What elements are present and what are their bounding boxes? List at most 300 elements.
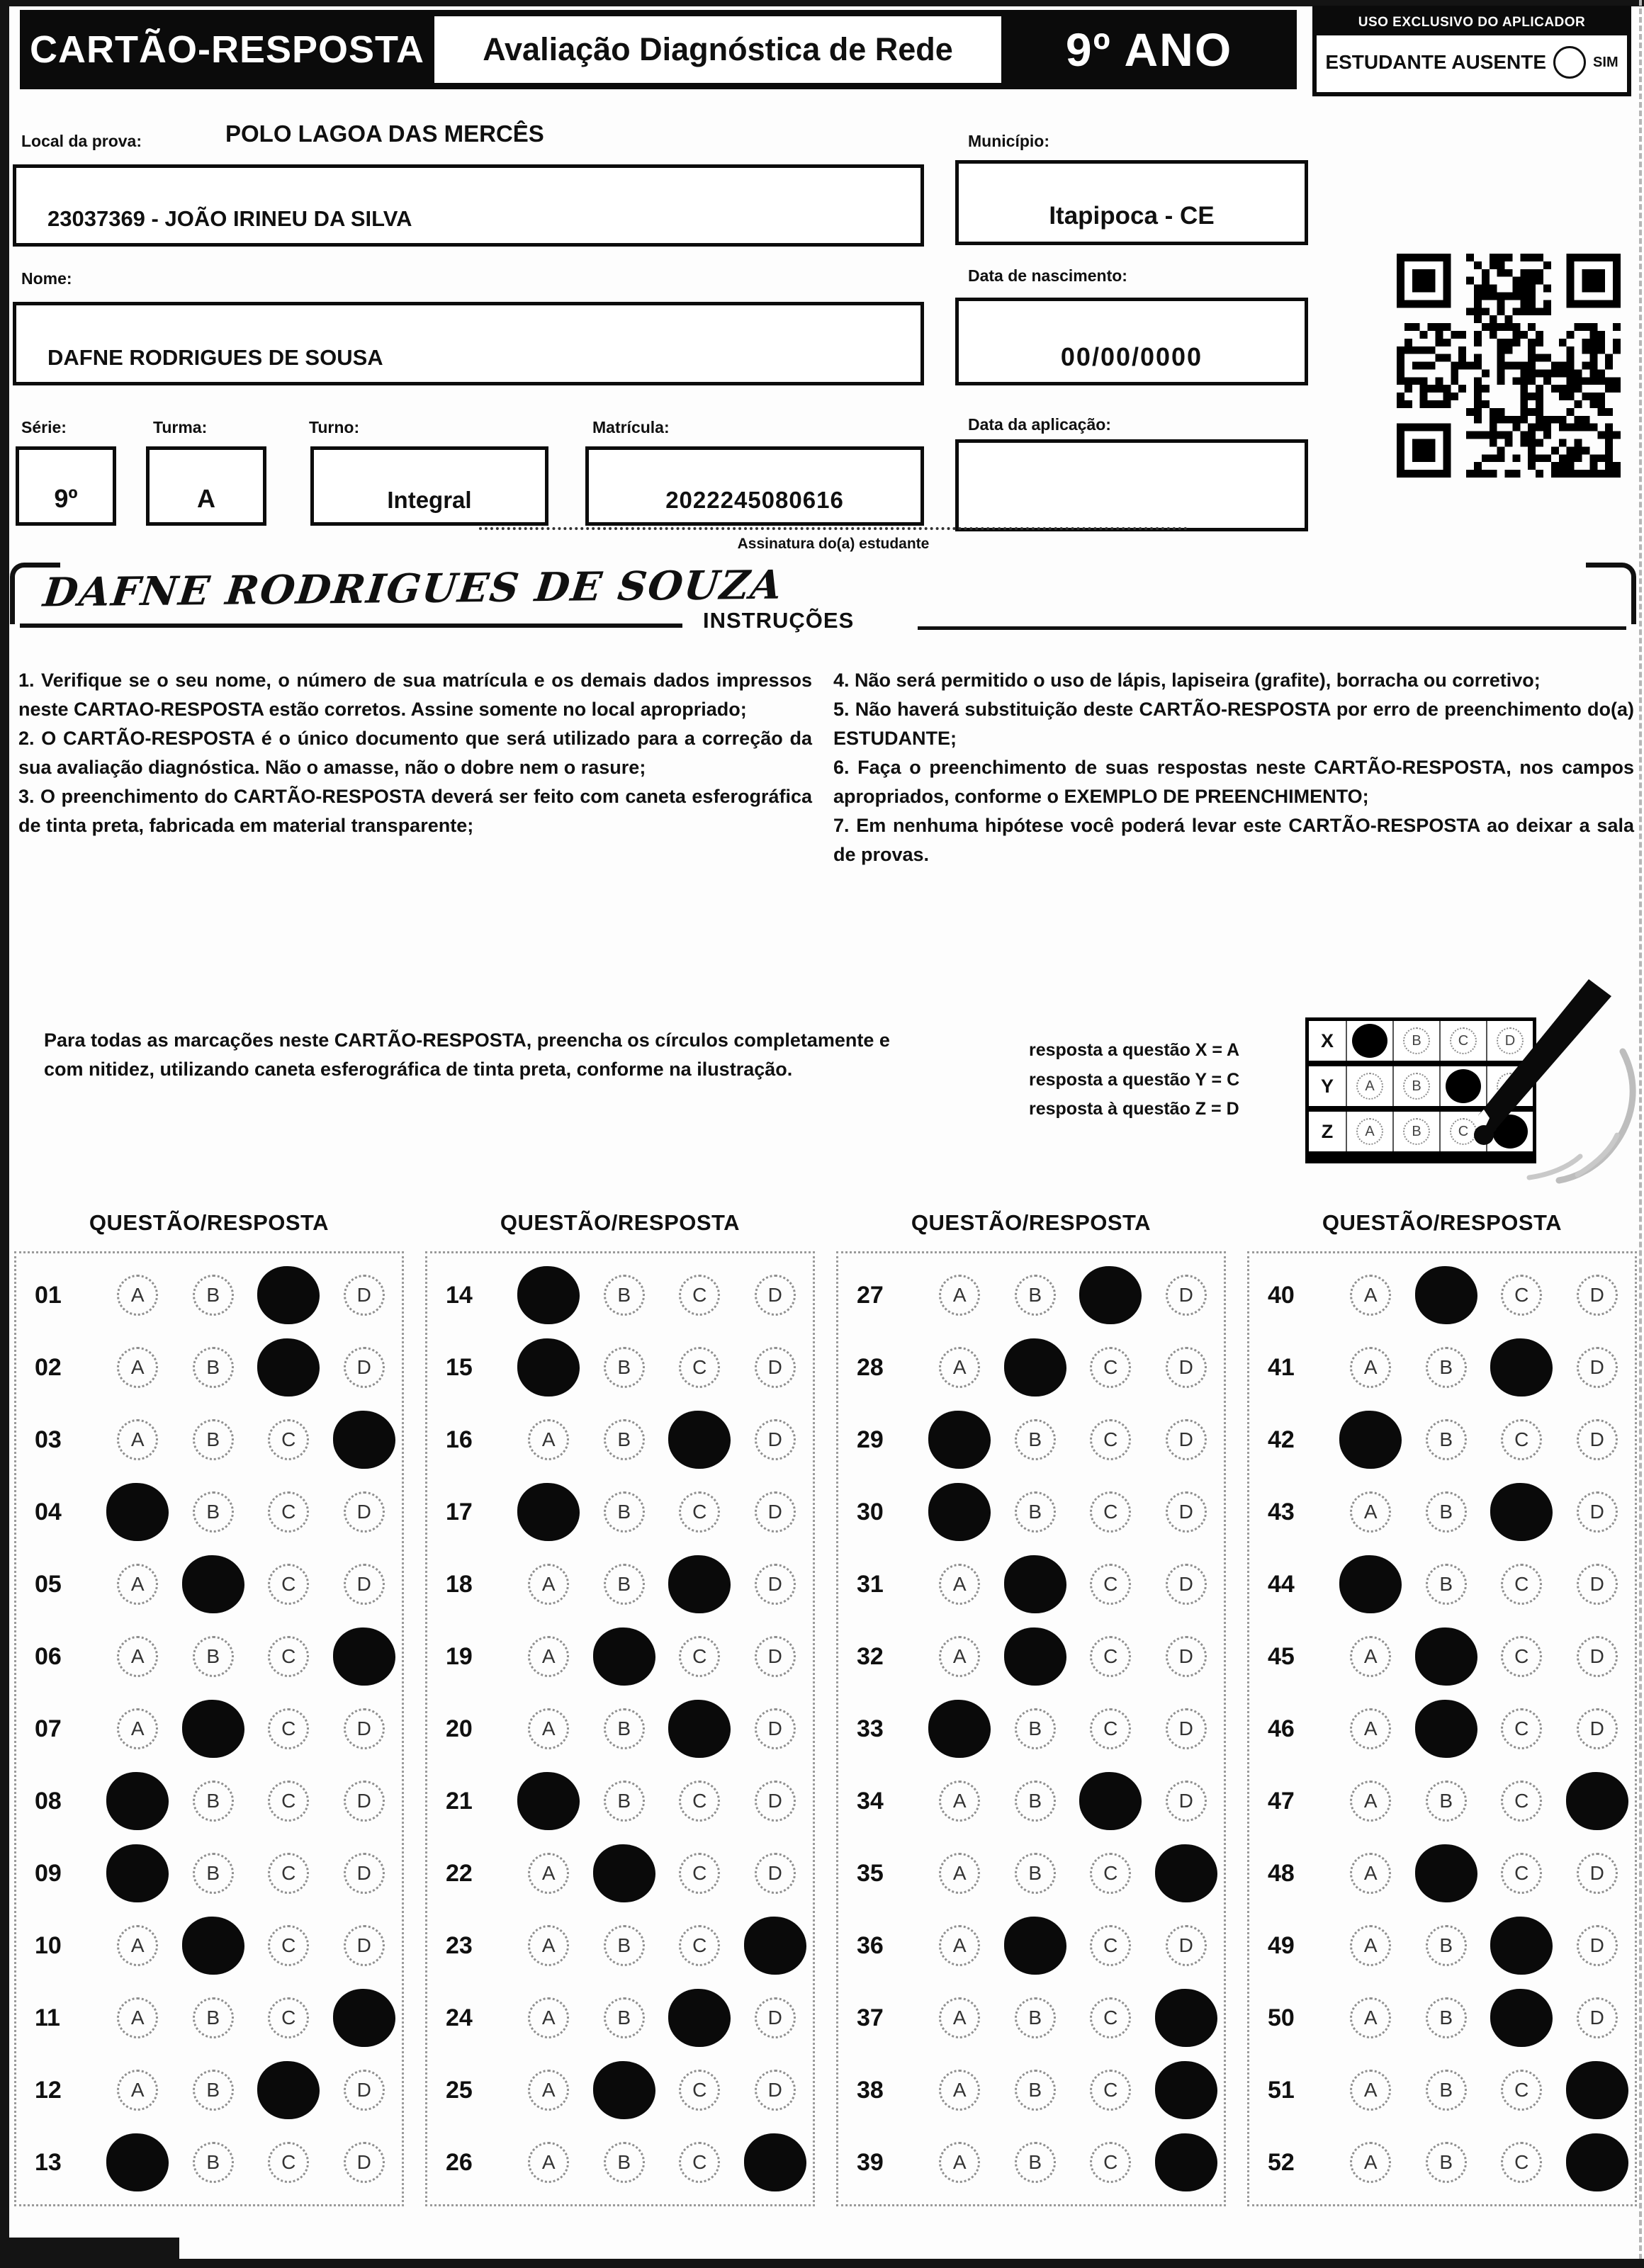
bubble-C[interactable]: C — [679, 1781, 720, 1822]
bubble-B[interactable]: B — [193, 2070, 234, 2111]
option-cell — [251, 1997, 327, 2038]
option-cell — [1484, 1338, 1560, 1397]
bubble-A[interactable]: A — [939, 1853, 980, 1894]
bubble-D[interactable]: D — [344, 1491, 385, 1533]
bubble-D[interactable]: D — [1577, 1419, 1618, 1460]
bubble-B-filled[interactable] — [1004, 1338, 1066, 1397]
option-cell — [1409, 1781, 1485, 1822]
bubble-D[interactable]: D — [344, 1781, 385, 1822]
option-cell — [662, 1555, 738, 1613]
bubble-B[interactable]: B — [193, 1275, 234, 1316]
bubble-C-filled[interactable] — [257, 1338, 320, 1397]
bubble-C[interactable]: C — [268, 1708, 309, 1749]
bubble-C[interactable]: C — [268, 1564, 309, 1605]
bubble-A[interactable]: A — [939, 1781, 980, 1822]
bubble-A[interactable]: A — [939, 1925, 980, 1966]
bubble-C-filled[interactable] — [257, 1266, 320, 1324]
bubble-B[interactable]: B — [604, 1419, 645, 1460]
bubble-D-filled[interactable] — [744, 1917, 806, 1975]
question-number: 25 — [446, 2076, 473, 2104]
option-cell — [100, 1275, 176, 1316]
option-cell — [511, 1266, 587, 1324]
option-cell — [587, 1347, 663, 1388]
bubble-C[interactable]: C — [679, 1347, 720, 1388]
bubble-B[interactable]: B — [1015, 2142, 1056, 2183]
answer-row — [1249, 2054, 1635, 2126]
answer-row — [1249, 1837, 1635, 1909]
option-cell — [1484, 1564, 1560, 1605]
bubble-A[interactable]: A — [117, 1925, 158, 1966]
bubble-A[interactable]: A — [1350, 1491, 1391, 1533]
bubble-C[interactable]: C — [1090, 1564, 1131, 1605]
option-cell — [176, 1781, 252, 1822]
instruction-item: 5. Não haverá substituição deste CARTÃO-RESPOSTA por erro de preenchimento do(a) ESTUDANTE; — [833, 699, 1634, 750]
bubble-B[interactable]: B — [1015, 1853, 1056, 1894]
bubble-C[interactable]: C — [268, 1419, 309, 1460]
answer-row — [16, 1620, 402, 1693]
option-cell — [1149, 1781, 1224, 1822]
bubble-C[interactable]: C — [268, 2142, 309, 2183]
bubble-D[interactable]: D — [1577, 1997, 1618, 2038]
bubble-D-filled[interactable] — [333, 1989, 395, 2047]
bubble-A[interactable]: A — [939, 1275, 980, 1316]
bubble-C[interactable]: C — [679, 1636, 720, 1677]
bubble-B[interactable]: B — [193, 1419, 234, 1460]
bubble-A[interactable]: A — [117, 1347, 158, 1388]
bubble-D-filled[interactable] — [1155, 2133, 1217, 2191]
bubble-C[interactable]: C — [1090, 1419, 1131, 1460]
bubble-B[interactable]: B — [1426, 1491, 1467, 1533]
option-cell — [1484, 1483, 1560, 1541]
student-absent-bubble[interactable] — [1553, 46, 1586, 79]
bubble-B-filled[interactable] — [182, 1917, 244, 1975]
bubble-D[interactable]: D — [1166, 1925, 1207, 1966]
bubble-B[interactable]: B — [1426, 1781, 1467, 1822]
bubble-A[interactable]: A — [1350, 2070, 1391, 2111]
bubble-D[interactable]: D — [344, 1853, 385, 1894]
bubble-B[interactable]: B — [193, 1491, 234, 1533]
bubble-A[interactable]: A — [1350, 1997, 1391, 2038]
bubble-D[interactable]: D — [1577, 1564, 1618, 1605]
bubble-A[interactable]: A — [117, 1708, 158, 1749]
option-cell — [251, 1925, 327, 1966]
bubble-B[interactable]: B — [604, 1491, 645, 1533]
bubble-D[interactable]: D — [755, 1347, 796, 1388]
bubble-C[interactable]: C — [679, 1491, 720, 1533]
bubble-C[interactable]: C — [268, 1781, 309, 1822]
bubble-A[interactable]: A — [939, 1997, 980, 2038]
bubble-A[interactable]: A — [528, 1708, 569, 1749]
bubble-C[interactable]: C — [1090, 1853, 1131, 1894]
option-cell — [1073, 1708, 1149, 1749]
option-cell — [738, 1419, 813, 1460]
option-cell — [327, 1275, 402, 1316]
nome-value: DAFNE RODRIGUES DE SOUSA — [47, 345, 383, 370]
option-cell — [176, 1347, 252, 1388]
hand-with-pen-illustration — [1410, 968, 1644, 1187]
bubble-C[interactable]: C — [1090, 2142, 1131, 2183]
bubble-B[interactable]: B — [1426, 1997, 1467, 2038]
instructions-title-rule — [918, 626, 1626, 630]
bubble-D[interactable]: D — [1577, 1853, 1618, 1894]
bubble-D-filled[interactable] — [1155, 1844, 1217, 1902]
bubble-A[interactable]: A — [1350, 1636, 1391, 1677]
bubble-D[interactable]: D — [755, 1853, 796, 1894]
option-cell — [1560, 1853, 1635, 1894]
bubble-D[interactable]: D — [1166, 1636, 1207, 1677]
bubble-D[interactable]: D — [1577, 1491, 1618, 1533]
bubble-A[interactable]: A — [1350, 1781, 1391, 1822]
bubble-C[interactable]: C — [1501, 2070, 1542, 2111]
bubble-C-filled[interactable] — [668, 1411, 731, 1469]
option-cell — [1149, 1989, 1224, 2047]
bubble-C-filled[interactable] — [257, 2061, 320, 2119]
option-cell — [662, 1347, 738, 1388]
bubble-A-filled[interactable] — [928, 1411, 991, 1469]
bubble-D[interactable]: D — [755, 1491, 796, 1533]
bubble-C[interactable]: C — [1090, 1636, 1131, 1677]
bubble-D-filled[interactable] — [1566, 1772, 1628, 1830]
bubble-B[interactable]: B — [604, 1564, 645, 1605]
option-cell — [998, 1781, 1074, 1822]
bubble-C-filled[interactable] — [1490, 1483, 1553, 1541]
bubble-D[interactable]: D — [344, 1564, 385, 1605]
bubble-A[interactable]: A — [528, 1636, 569, 1677]
bubble-A-filled[interactable] — [517, 1483, 580, 1541]
bubble-A[interactable]: A — [528, 2070, 569, 2111]
bubble-D[interactable]: D — [755, 1275, 796, 1316]
bubble-A[interactable]: A — [1350, 1708, 1391, 1749]
answer-row — [16, 1909, 402, 1982]
bubble-A[interactable]: A — [939, 1636, 980, 1677]
option-cell — [511, 1483, 587, 1541]
option-cell — [1149, 2061, 1224, 2119]
bubble-A[interactable]: A — [528, 2142, 569, 2183]
question-number: 27 — [857, 1281, 884, 1309]
bubble-B-filled[interactable] — [182, 1555, 244, 1613]
question-number: 50 — [1268, 2004, 1295, 2031]
bubble-B-filled[interactable] — [1004, 1917, 1066, 1975]
option-cell — [587, 2061, 663, 2119]
bubble-D[interactable]: D — [1577, 1925, 1618, 1966]
bubble-C[interactable]: C — [1501, 1781, 1542, 1822]
bubble-D-filled[interactable] — [1566, 2133, 1628, 2191]
option-cell — [1484, 1636, 1560, 1677]
bubble-C[interactable]: C — [1501, 1419, 1542, 1460]
bubble-A-filled[interactable] — [106, 2133, 169, 2191]
bubble-C[interactable]: C — [679, 1925, 720, 1966]
bubble-A[interactable]: A — [939, 2070, 980, 2111]
bubble-A[interactable]: A — [117, 1997, 158, 2038]
bubble-C[interactable]: C — [1501, 1853, 1542, 1894]
bubble-B[interactable]: B — [1426, 2070, 1467, 2111]
option-cell — [998, 2070, 1074, 2111]
bubble-A[interactable]: A — [117, 1419, 158, 1460]
option-cell — [1073, 2142, 1149, 2183]
signature-area-corner-right — [1586, 563, 1636, 624]
bubble-C[interactable]: C — [679, 1853, 720, 1894]
bubble-B-filled[interactable] — [593, 2061, 655, 2119]
bubble-B[interactable]: B — [1426, 1419, 1467, 1460]
bubble-D[interactable]: D — [1577, 1636, 1618, 1677]
option-cell — [1149, 2133, 1224, 2191]
bubble-D[interactable]: D — [1166, 1491, 1207, 1533]
bubble-C[interactable]: C — [1090, 1708, 1131, 1749]
option-cell — [1409, 1419, 1485, 1460]
option-cell — [1073, 1636, 1149, 1677]
bubble-D[interactable]: D — [1166, 1708, 1207, 1749]
school-box — [13, 164, 924, 247]
option-cell — [738, 1997, 813, 2038]
bubble-A[interactable]: A — [528, 1925, 569, 1966]
bubble-A[interactable]: A — [528, 1419, 569, 1460]
answer-row — [838, 1476, 1224, 1548]
bubble-C[interactable]: C — [1501, 1564, 1542, 1605]
bubble-A[interactable]: A — [939, 1564, 980, 1605]
option-cell — [1073, 1997, 1149, 2038]
bubble-D-filled[interactable] — [1155, 1989, 1217, 2047]
bubble-B[interactable]: B — [193, 1997, 234, 2038]
bubble-A-filled[interactable] — [1339, 1555, 1402, 1613]
bubble-B[interactable]: B — [1426, 2142, 1467, 2183]
bubble-B[interactable]: B — [604, 1708, 645, 1749]
answer-row — [838, 1548, 1224, 1620]
bubble-D-filled[interactable] — [333, 1411, 395, 1469]
bubble-B[interactable]: B — [1426, 1564, 1467, 1605]
bubble-D-filled[interactable] — [1155, 2061, 1217, 2119]
bubble-A[interactable]: A — [1350, 1925, 1391, 1966]
bubble-B[interactable]: B — [1015, 1419, 1056, 1460]
bubble-B[interactable]: B — [604, 1275, 645, 1316]
bubble-D[interactable]: D — [344, 2070, 385, 2111]
option-cell — [1333, 1708, 1409, 1749]
bubble-A-filled[interactable] — [928, 1700, 991, 1758]
bubble-A-filled[interactable] — [106, 1483, 169, 1541]
bubble-C-filled[interactable] — [1490, 1989, 1553, 2047]
bubble-B[interactable]: B — [1015, 2070, 1056, 2111]
bubble-B-filled[interactable] — [1415, 1627, 1477, 1686]
bubble-D[interactable]: D — [755, 1997, 796, 2038]
bubble-C[interactable]: C — [1501, 1275, 1542, 1316]
bubble-B[interactable]: B — [193, 1781, 234, 1822]
turno-label: Turno: — [309, 418, 360, 436]
option-cell — [511, 1419, 587, 1460]
option-cell — [922, 1411, 998, 1469]
data-aplicacao-box[interactable] — [955, 439, 1308, 531]
example-key-line: resposta a questão Y = C — [1029, 1069, 1240, 1090]
bubble-C[interactable]: C — [1090, 2070, 1131, 2111]
bubble-C[interactable]: C — [1501, 2142, 1542, 2183]
bubble-D[interactable]: D — [755, 2070, 796, 2111]
bubble-C[interactable]: C — [1501, 1708, 1542, 1749]
bubble-B[interactable]: B — [193, 1347, 234, 1388]
bubble-A-filled[interactable] — [517, 1772, 580, 1830]
bubble-D[interactable]: D — [1166, 1564, 1207, 1605]
bubble-A-filled[interactable] — [106, 1844, 169, 1902]
option-cell — [1073, 2070, 1149, 2111]
bubble-B-filled[interactable] — [1004, 1627, 1066, 1686]
bubble-A[interactable]: A — [528, 1853, 569, 1894]
example-question-label: Z — [1321, 1120, 1334, 1142]
bubble-A[interactable]: A — [117, 2070, 158, 2111]
bubble-C[interactable]: C — [1090, 1997, 1131, 2038]
option-cell — [100, 1844, 176, 1902]
option-cell — [1073, 1491, 1149, 1533]
bubble-A[interactable]: A — [117, 1564, 158, 1605]
answer-row — [427, 1765, 813, 1837]
question-number: 05 — [35, 1570, 62, 1598]
bubble-A[interactable]: A — [1350, 1347, 1391, 1388]
bubble-D[interactable]: D — [344, 2142, 385, 2183]
bubble-C-filled[interactable] — [668, 1555, 731, 1613]
bubble-D[interactable]: D — [344, 1275, 385, 1316]
bubble-B-filled[interactable] — [593, 1844, 655, 1902]
bubble-B-filled[interactable] — [182, 1700, 244, 1758]
bubble-D[interactable]: D — [755, 1419, 796, 1460]
bubble-B-filled[interactable] — [1415, 1266, 1477, 1324]
bubble-A[interactable]: A — [939, 2142, 980, 2183]
bubble-B[interactable]: B — [1015, 1708, 1056, 1749]
bubble-D[interactable]: D — [1166, 1275, 1207, 1316]
bubble-A-filled[interactable] — [1339, 1411, 1402, 1469]
bubble-A-filled[interactable] — [106, 1772, 169, 1830]
bubble-B[interactable]: B — [604, 1347, 645, 1388]
option-cell — [100, 1772, 176, 1830]
bubble-D[interactable]: D — [344, 1708, 385, 1749]
bubble-B[interactable]: B — [1015, 1997, 1056, 2038]
bubble-D[interactable]: D — [1577, 1275, 1618, 1316]
bubble-A[interactable]: A — [939, 1347, 980, 1388]
turma-value: A — [197, 484, 215, 513]
bubble-D[interactable]: D — [755, 1636, 796, 1677]
bubble-A-filled[interactable] — [928, 1483, 991, 1541]
option-cell — [511, 1708, 587, 1749]
option-cell — [100, 2133, 176, 2191]
option-cell — [251, 1708, 327, 1749]
bubble-C[interactable]: C — [1090, 1347, 1131, 1388]
question-number: 14 — [446, 1281, 473, 1309]
option-cell — [1073, 1772, 1149, 1830]
bubble-C[interactable]: C — [679, 2142, 720, 2183]
serie-box — [16, 446, 116, 526]
bubble-C-filled[interactable] — [668, 1700, 731, 1758]
bubble-A[interactable]: A — [1350, 1275, 1391, 1316]
question-number: 37 — [857, 2004, 884, 2031]
bubble-D[interactable]: D — [1577, 1347, 1618, 1388]
bubble-B[interactable]: B — [1426, 1347, 1467, 1388]
question-number: 24 — [446, 2004, 473, 2031]
bubble-B[interactable]: B — [1015, 1275, 1056, 1316]
bubble-D[interactable]: D — [755, 1708, 796, 1749]
bubble-A[interactable]: A — [117, 1275, 158, 1316]
answer-row — [427, 1404, 813, 1476]
bubble-D[interactable]: D — [755, 1564, 796, 1605]
option-cell — [1333, 1275, 1409, 1316]
serie-label: Série: — [21, 418, 67, 436]
bubble-D[interactable]: D — [755, 1781, 796, 1822]
example-key-line: resposta a questão X = A — [1029, 1040, 1240, 1060]
bubble-A[interactable]: A — [1350, 1853, 1391, 1894]
bubble-B[interactable]: B — [604, 1925, 645, 1966]
bubble-D-filled[interactable] — [333, 1627, 395, 1686]
bubble-B-filled[interactable] — [1415, 1844, 1477, 1902]
option-cell — [176, 1997, 252, 2038]
option-cell — [327, 1708, 402, 1749]
option-cell — [1149, 1347, 1224, 1388]
bubble-D[interactable]: D — [1166, 1419, 1207, 1460]
question-number: 42 — [1268, 1426, 1295, 1453]
bubble-B[interactable]: B — [1015, 1781, 1056, 1822]
bubble-C-filled[interactable] — [1079, 1266, 1142, 1324]
bubble-B[interactable]: B — [1426, 1925, 1467, 1966]
matricula-value: 2022245080616 — [665, 487, 844, 513]
bubble-B[interactable]: B — [193, 1636, 234, 1677]
bubble-B-filled[interactable] — [1004, 1555, 1066, 1613]
bubble-C[interactable]: C — [679, 2070, 720, 2111]
question-number: 08 — [35, 1787, 62, 1815]
bubble-A-filled[interactable] — [517, 1266, 580, 1324]
bubble-D[interactable]: D — [344, 1347, 385, 1388]
bubble-C[interactable]: C — [268, 1491, 309, 1533]
bubble-A[interactable]: A — [528, 1564, 569, 1605]
bubble-B[interactable]: B — [193, 1853, 234, 1894]
bubble-D-filled[interactable] — [744, 2133, 806, 2191]
bubble-D-filled[interactable] — [1566, 2061, 1628, 2119]
bubble-C[interactable]: C — [268, 1997, 309, 2038]
bubble-A[interactable]: A — [528, 1997, 569, 2038]
bubble-D[interactable]: D — [1577, 1708, 1618, 1749]
bubble-C[interactable]: C — [679, 1275, 720, 1316]
bubble-B[interactable]: B — [604, 1997, 645, 2038]
bubble-D[interactable]: D — [344, 1925, 385, 1966]
question-number: 47 — [1268, 1787, 1295, 1815]
bubble-B[interactable]: B — [604, 1781, 645, 1822]
bubble-C-filled[interactable] — [668, 1989, 731, 2047]
bubble-C[interactable]: C — [268, 1925, 309, 1966]
answer-row — [427, 1982, 813, 2054]
bubble-A[interactable]: A — [117, 1636, 158, 1677]
option-cell — [100, 1997, 176, 2038]
answer-row — [16, 1693, 402, 1765]
signature-line[interactable] — [20, 624, 682, 628]
answer-row — [838, 1259, 1224, 1331]
answer-row — [1249, 2126, 1635, 2199]
bubble-C[interactable]: C — [1090, 1925, 1131, 1966]
bubble-C[interactable]: C — [268, 1636, 309, 1677]
bubble-A-filled[interactable] — [517, 1338, 580, 1397]
turno-box — [310, 446, 548, 526]
bubble-B[interactable]: B — [604, 2142, 645, 2183]
bubble-B[interactable]: B — [193, 2142, 234, 2183]
option-cell — [1149, 1844, 1224, 1902]
option-cell — [1409, 1491, 1485, 1533]
option-cell — [511, 1772, 587, 1830]
bubble-C-filled[interactable] — [1079, 1772, 1142, 1830]
bubble-C-filled[interactable] — [1490, 1338, 1553, 1397]
bubble-D[interactable]: D — [1166, 1347, 1207, 1388]
data-aplicacao-label: Data da aplicação: — [968, 415, 1111, 434]
option-cell — [251, 1781, 327, 1822]
bubble-C[interactable]: C — [268, 1853, 309, 1894]
bubble-B-filled[interactable] — [593, 1627, 655, 1686]
bubble-C[interactable]: C — [1501, 1636, 1542, 1677]
bubble-B-filled[interactable] — [1415, 1700, 1477, 1758]
bubble-D[interactable]: D — [1166, 1781, 1207, 1822]
bubble-A[interactable]: A — [1350, 2142, 1391, 2183]
bubble-B[interactable]: B — [1015, 1491, 1056, 1533]
bubble-C[interactable]: C — [1090, 1491, 1131, 1533]
bubble-C-filled[interactable] — [1490, 1917, 1553, 1975]
